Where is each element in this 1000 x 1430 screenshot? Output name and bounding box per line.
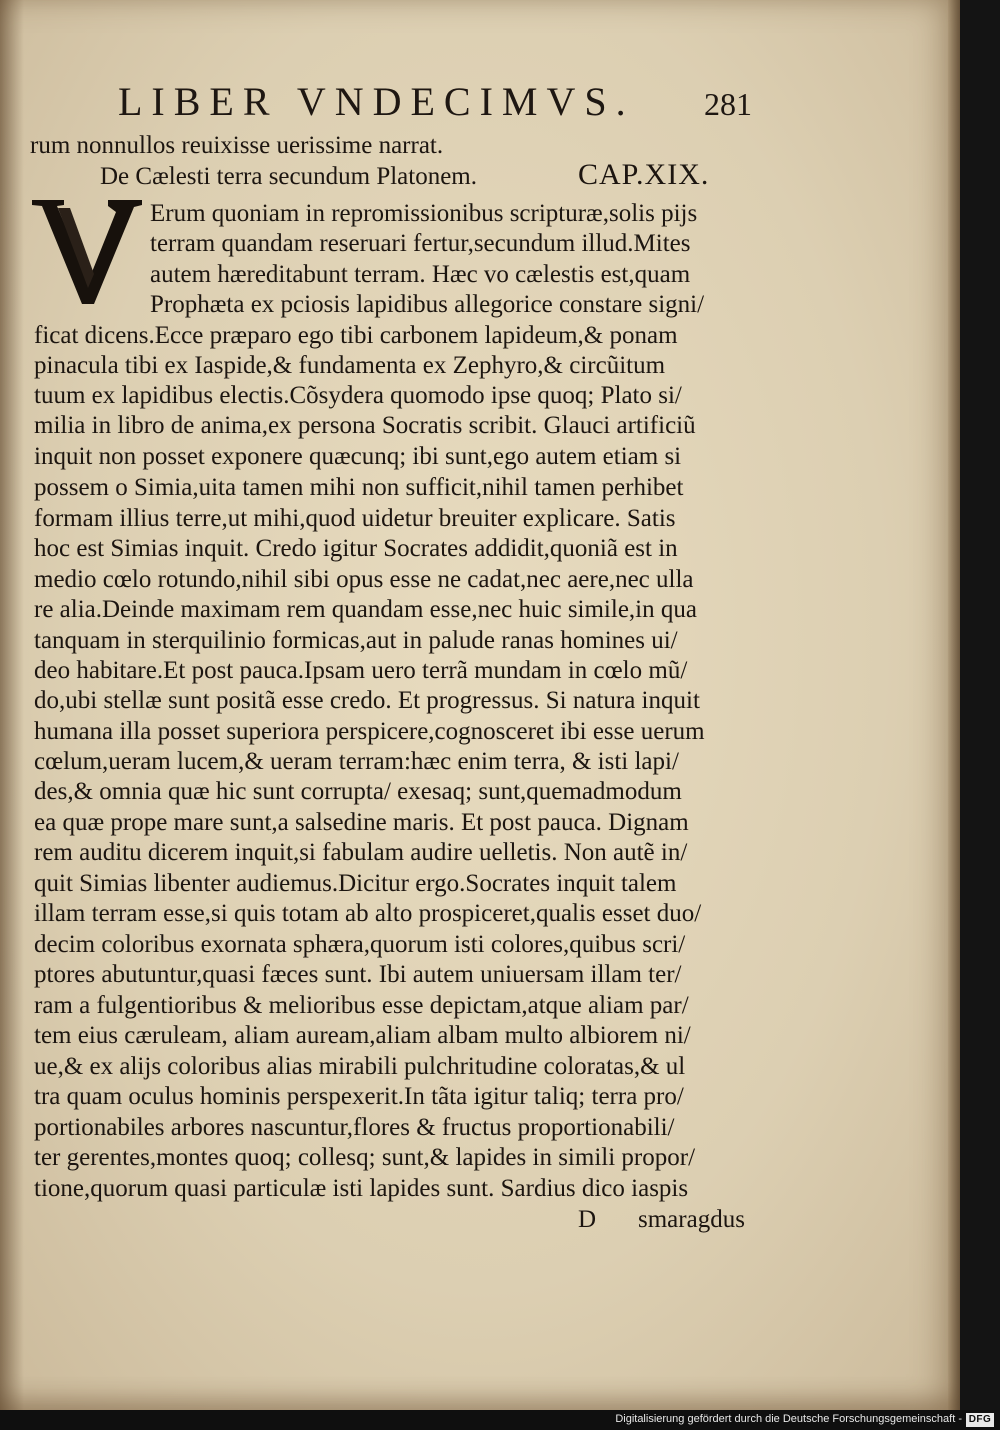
text-line: tanquam in sterquilinio formicas,aut in palude ranas homines ui/ [34, 627, 678, 654]
text-line: des,& omnia quæ hic sunt corrupta/ exesaq; sunt,quemadmodum [34, 778, 682, 805]
text-line: deo habitare.Et post pauca.Ipsam uero terrã mundam in cœlo mũ/ [34, 657, 688, 684]
catchword: smaragdus [638, 1206, 745, 1233]
text-line: Prophæta ex pciosis lapidibus allegorice constare signi/ [150, 291, 705, 318]
text-line: terram quandam reseruari fertur,secundum illud.Mites [150, 230, 691, 257]
text-line: milia in libro de anima,ex persona Socratis scribit. Glauci artificiũ [34, 412, 696, 439]
text-line: humana illa posset superiora perspicere,cognosceret ibi esse uerum [34, 718, 705, 745]
chapter-heading: De Cælesti terra secundum Platonem. [100, 163, 478, 190]
text-line: illam terram esse,si quis totam ab alto prospiceret,qualis esset duo/ [34, 900, 702, 927]
text-line: rum nonnullos reuixisse uerissime narrat. [30, 132, 444, 159]
text-line: pinacula tibi ex Iaspide,& fundamenta ex Zephyro,& circũitum [34, 352, 666, 379]
text-line: portionabiles arbores nascuntur,flores & fructus proportionabili/ [34, 1114, 675, 1141]
text-line: do,ubi stellæ sunt positã esse credo. Et progressus. Si natura inquit [34, 687, 700, 714]
text-line: quit Simias libenter audiemus.Dicitur ergo.Socrates inquit talem [34, 870, 677, 897]
funding-credit: Digitalisierung gefördert durch die Deutsche Forschungsgemeinschaft - [615, 1413, 962, 1425]
text-line: formam illius terre,ut mihi,quod uidetur breuiter explicare. Satis [34, 505, 676, 532]
text-line: ficat dicens.Ecce præparo ego tibi carbonem lapideum,& ponam [34, 322, 678, 349]
text-line: inquit non posset exponere quæcunq; ibi sunt,ego autem etiam si [34, 443, 682, 470]
text-line: tem eius cæruleam, aliam auream,aliam albam multo albiorem ni/ [34, 1022, 691, 1049]
signature-mark: D [578, 1206, 597, 1233]
running-head: LIBER VNDECIMVS. [118, 79, 635, 124]
text-line: rem auditu dicerem inquit,si fabulam audire uelletis. Non autẽ in/ [34, 839, 688, 866]
text-line: ptores abutuntur,quasi fæces sunt. Ibi autem uniuersam illam ter/ [34, 961, 682, 988]
text-line: decim coloribus exornata sphæra,quorum isti colores,quibus scri/ [34, 931, 686, 958]
text-line: ter gerentes,montes quoq; collesq; sunt,& lapides in simili propor/ [34, 1144, 696, 1171]
text-line: re alia.Deinde maximam rem quandam esse,nec huic simile,in qua [34, 596, 697, 623]
text-line: tione,quorum quasi particulæ isti lapides sunt. Sardius dico iaspis [34, 1175, 689, 1202]
text-line: ea quæ prope mare sunt,a salsedine maris. Et post pauca. Dignam [34, 809, 689, 836]
text-line: Erum quoniam in repromissionibus scripturæ,solis pijs [150, 200, 698, 227]
text-line: possem o Simia,uita tamen mihi non sufficit,nihil tamen perhibet [34, 474, 684, 501]
text-line: ue,& ex alijs coloribus alias mirabili pulchritudine coloratas,& ul [34, 1053, 686, 1080]
footer-bar [0, 1410, 1000, 1430]
chapter-number: CAP.XIX. [578, 158, 710, 191]
text-line: medio cœlo rotundo,nihil sibi opus esse ne cadat,nec aere,nec ulla [34, 566, 694, 593]
dfg-logo: DFG [966, 1413, 994, 1427]
text-line: cœlum,ueram lucem,& ueram terram:hæc enim terra, & isti lapi/ [34, 748, 679, 775]
text-line: ram a fulgentioribus & melioribus esse depictam,atque aliam par/ [34, 992, 689, 1019]
page-number: 281 [704, 86, 752, 122]
text-line: tuum ex lapidibus electis.Cõsydera quomodo ipse quoq; Plato si/ [34, 382, 682, 409]
text-line: tra quam oculus hominis perspexerit.In tãta igitur taliq; terra pro/ [34, 1083, 684, 1110]
text-line: autem hæreditabunt terram. Hæc vo cælestis est,quam [150, 261, 691, 288]
text-line: hoc est Simias inquit. Credo igitur Socrates addidit,quoniã est in [34, 535, 678, 562]
